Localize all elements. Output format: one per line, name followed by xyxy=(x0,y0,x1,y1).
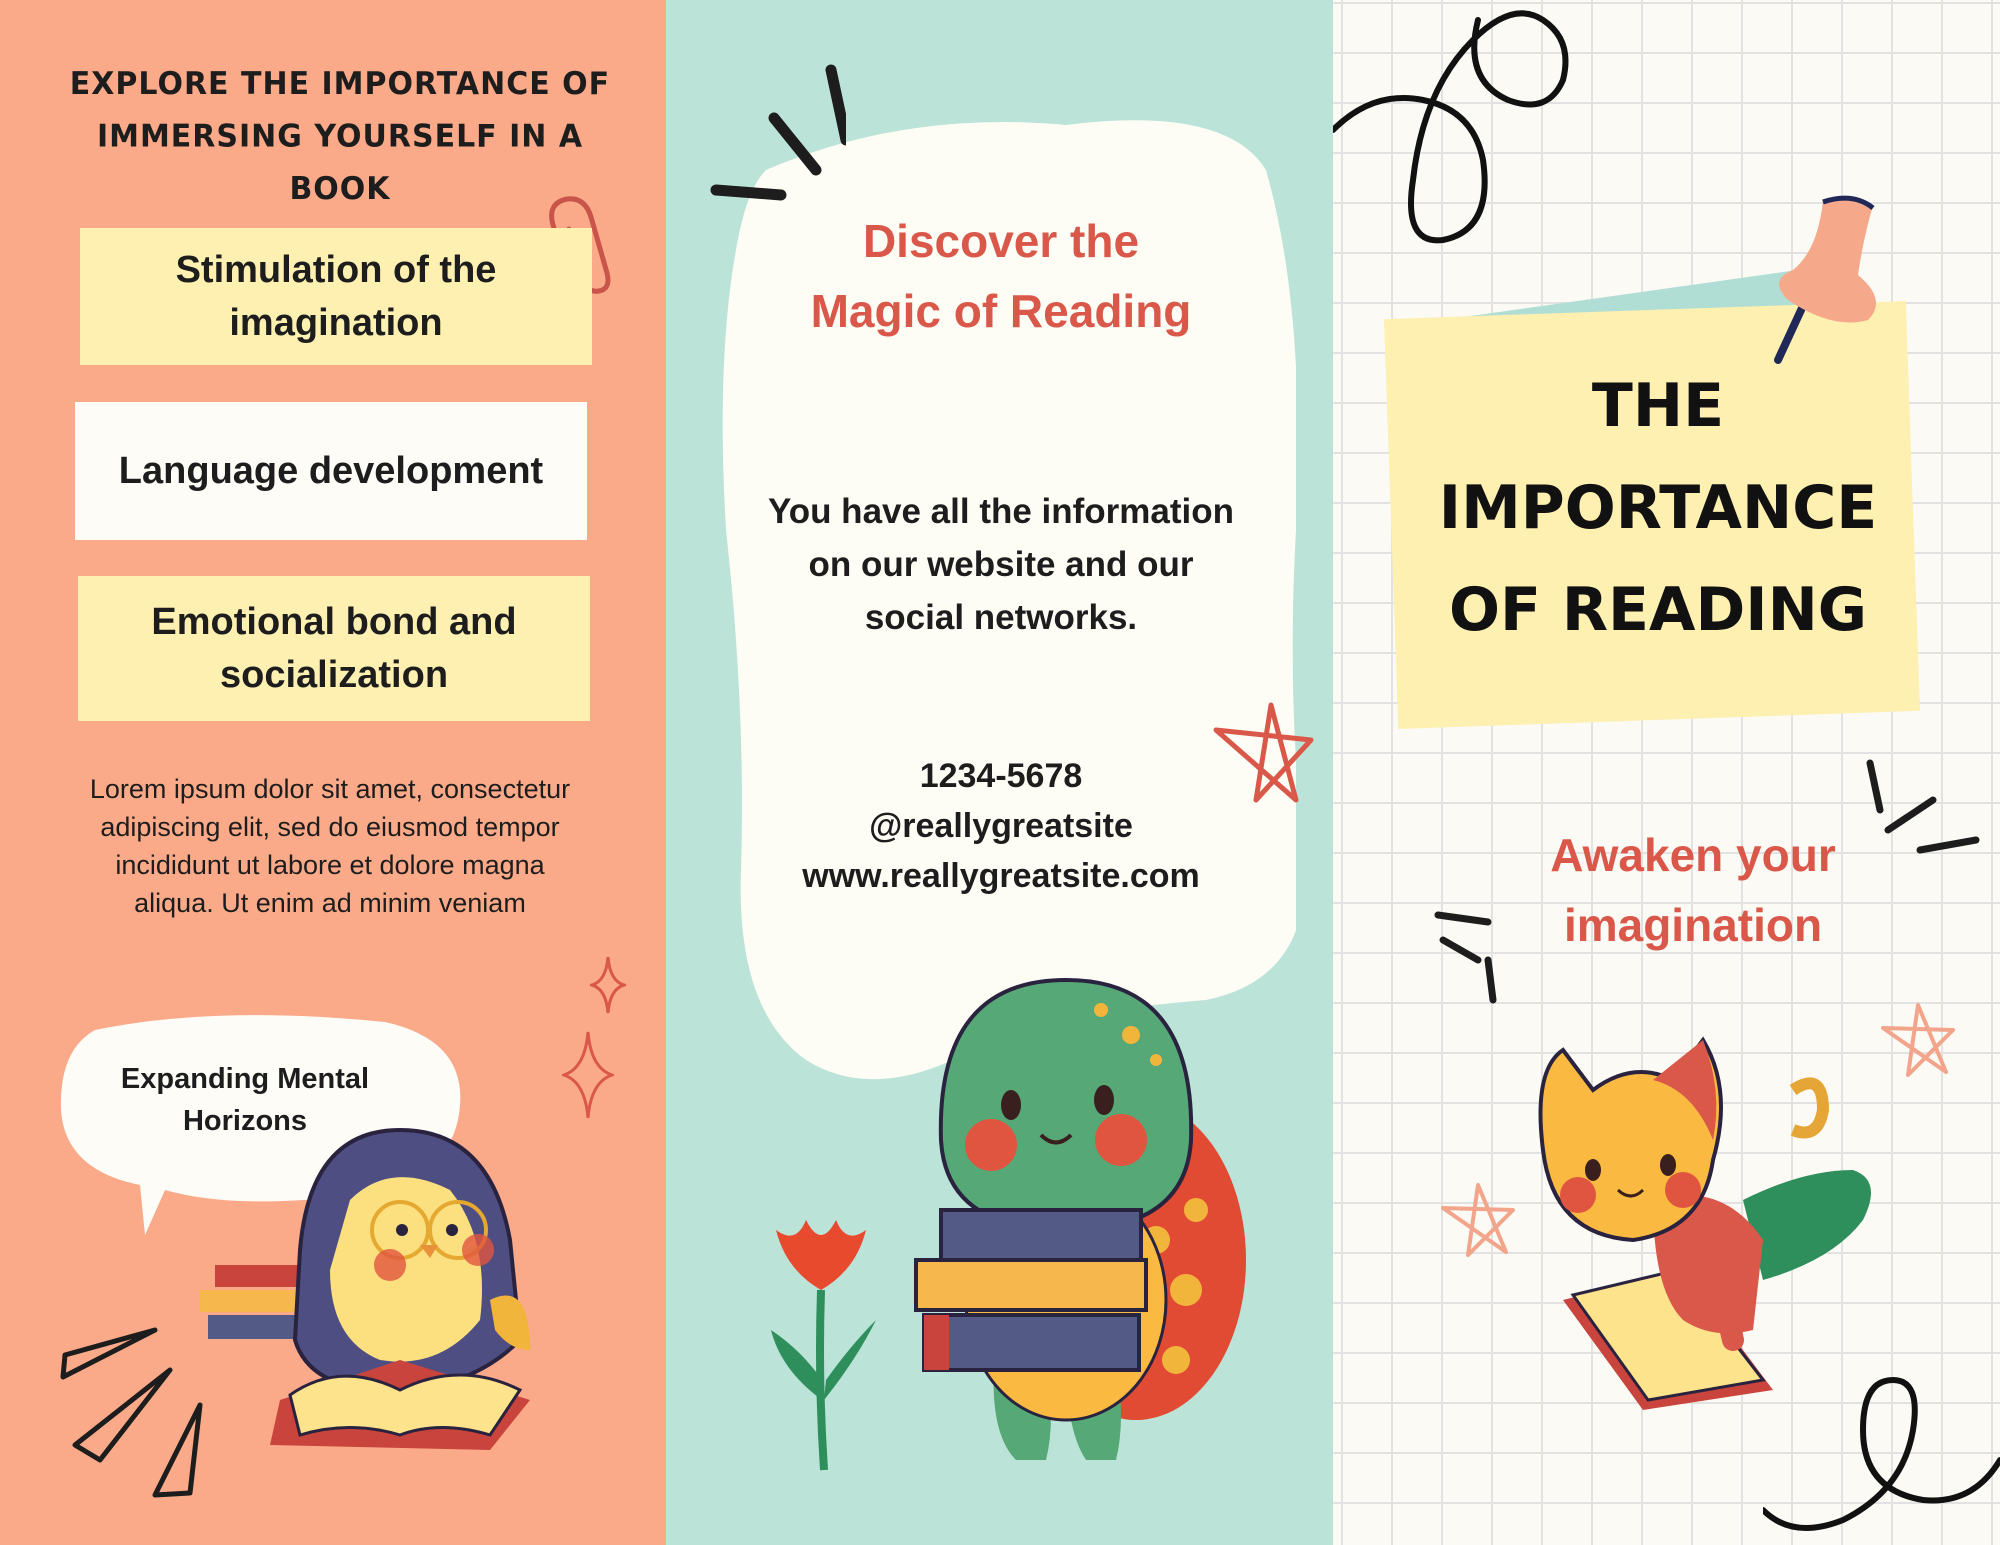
card-language-label: Language development xyxy=(118,449,544,492)
dash-accent-icon xyxy=(55,1315,215,1505)
card-emotional-label: Emotional bond and socialization xyxy=(151,600,517,696)
flower-illustration xyxy=(756,1200,886,1480)
contact-phone: 1234-5678 xyxy=(919,757,1083,795)
middle-panel xyxy=(666,0,1333,1545)
card-imagination-label: Stimulation of the imagination xyxy=(175,248,497,344)
right-panel xyxy=(1333,0,2000,1545)
card-imagination xyxy=(80,228,592,365)
middle-body-text: You have all the information on our website and our social networks. xyxy=(767,492,1235,637)
scribble-loop-icon xyxy=(1333,0,1593,270)
dash-accent-icon xyxy=(706,60,846,210)
scribble-loop-icon xyxy=(1763,1350,2000,1545)
contact-social: @reallygreatsite xyxy=(869,807,1133,845)
penguin-reading-illustration xyxy=(190,1090,630,1490)
sparkle-icon xyxy=(590,955,626,1015)
right-subtitle: Awaken your imagination xyxy=(1550,829,1836,951)
pushpin-icon xyxy=(1763,180,1893,370)
left-body-text: Lorem ipsum dolor sit amet, consectetur adipiscing elit, sed do eiusmod tempor incididunt ut labore et dolore magna aliqua. Ut enim ad minim veniam xyxy=(89,774,571,918)
middle-title: Discover the Magic of Reading xyxy=(810,215,1192,337)
main-title: THE IMPORTANCE OF READING xyxy=(1438,371,1878,645)
left-heading: EXPLORE THE IMPORTANCE OF IMMERSING YOURSELF IN A BOOK xyxy=(69,65,611,208)
bubble-text: Expanding Mental Horizons xyxy=(120,1063,370,1137)
card-language xyxy=(75,402,587,540)
card-emotional xyxy=(78,576,590,721)
turtle-reading-illustration xyxy=(906,960,1286,1480)
contact-website: www.reallygreatsite.com xyxy=(802,857,1200,895)
left-panel xyxy=(0,0,666,1545)
star-icon xyxy=(1211,700,1326,810)
